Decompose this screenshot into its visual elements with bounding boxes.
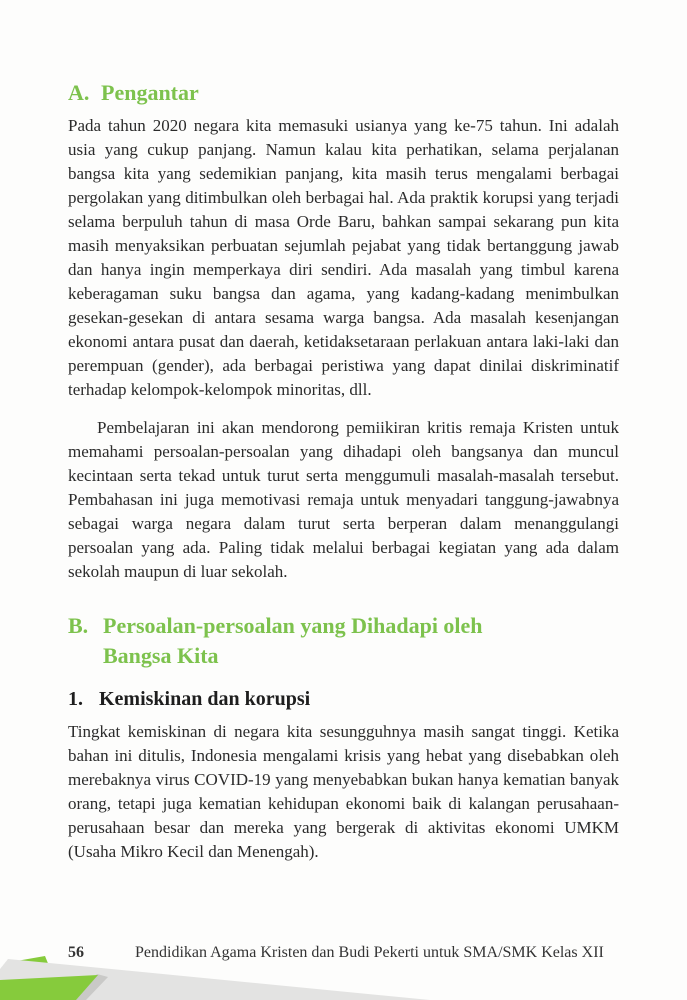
subsection-1-title: Kemiskinan dan korupsi [99,688,311,710]
paragraph-intro-1: Pada tahun 2020 negara kita memasuki usianya yang ke-75 tahun. Ini adalah usia yang cukup panjang. Namun kalau kita perhatikan, selama perjalanan bangsa kita yang sedemikian panjang, kita masih terus mengalami berbagai pergolakan yang ditimbulkan oleh berbagai hal. Ada praktik korupsi yang terjadi selama berpuluh tahun di masa Orde Baru, bahkan sampai sekarang pun kita masih menyaksikan perbuatan sejumlah pejabat yang tidak bertanggung jawab dan hanya ingin memperkaya diri sendiri. Ada masalah yang timbul karena keberagaman suku bangsa dan agama, yang kadang-kadang menimbulkan gesekan-gesekan di antara sesama warga bangsa. Ada masalah kesenjangan ekonomi antara pusat dan daerah, ketidaksetaraan perlakuan antara laki-laki dan perempuan (gender), ada berbagai peristiwa yang dapat dinilai diskriminatif terhadap kelompok-kelompok minoritas, dll. [68,116,619,399]
paragraph-poverty: Tingkat kemiskinan di negara kita sesungguhnya masih sangat tinggi. Ketika bahan ini ditulis, Indonesia mengalami krisis yang hebat yang disebabkan oleh merebaknya virus COVID-19 yang menyebabkan bukan hanya kematian banyak orang, tetapi juga kematian kehidupan ekonomi baik di kalangan perusahaan-perusahaan besar dan mereka yang bergerak di aktivitas ekonomi UMKM (Usaha Mikro Kecil dan Menengah). [68,722,619,861]
section-b-label: B. [68,613,89,638]
page-content [68,80,619,864]
footer-decoration [0,950,687,1000]
paragraph-intro-2: Pembelajaran ini akan mendorong pemiikiran kritis remaja Kristen untuk memahami persoalan-persoalan yang dihadapi oleh bangsanya dan muncul kecintaan serta tekad untuk turut serta menggumuli masalah-masalah tersebut. Pembahasan ini juga memotivasi remaja untuk menyadari tanggung-jawabnya sebagai warga negara dalam turut serta berperan dalam menanggulangi persoalan yang ada. Paling tidak melalui berbagai kegiatan yang ada dalam sekolah maupun di luar sekolah. [68,418,619,581]
section-a-label: A. [68,80,90,105]
section-a-title: Pengantar [101,80,199,105]
page-number: 56 [68,944,84,961]
section-a-heading [68,80,619,106]
section-b-title: Persoalan-persoalan yang Dihadapi oleh Bangsa Kita [103,613,483,668]
subsection-1-heading [68,686,619,712]
subsection-1-label: 1. [68,688,83,710]
running-title: Pendidikan Agama Kristen dan Budi Pekerti untuk SMA/SMK Kelas XII [135,944,604,961]
section-b-heading [68,611,619,671]
